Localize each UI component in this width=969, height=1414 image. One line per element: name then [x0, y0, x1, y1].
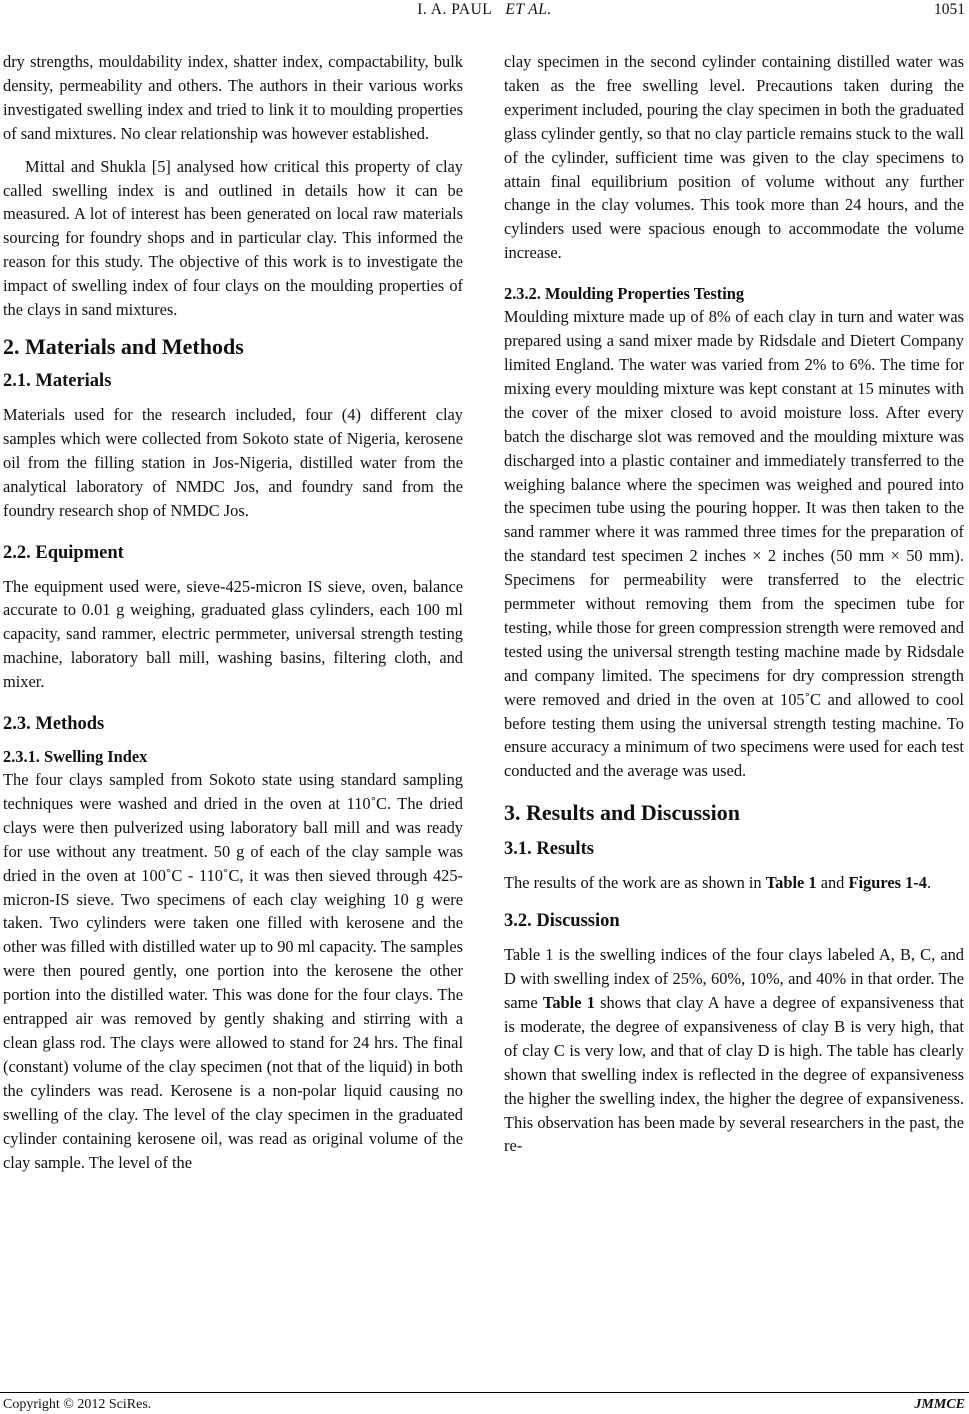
- paragraph-materials: Materials used for the research included, four (4) different clay samples which were collected from Sokoto state of Nigeria, kerosene oil from the filling station in Jos-Nigeria, distilled water from the analytical laboratory of NMDC Jos, and foundry sand from the foundry research shop of NMDC Jos.: [3, 404, 463, 520]
- subsection-heading-materials: 2.1. Materials: [3, 370, 112, 391]
- results-text-e: .: [926, 873, 932, 893]
- running-header: [0, 0, 969, 36]
- discussion-text-c: shows that clay A have a degree of expansiveness that is moderate, the degree of expansiveness of clay B is very high, that of clay C is very low, and that of clay D is high. The table has clearly shown that swelling index is reflected in the degree of expansiveness the higher the swelling index, the higher the degree of expansiveness. This observation has been made by several researchers in the past, the re-: [504, 993, 964, 1156]
- journal-name: JMMCE: [914, 1397, 965, 1412]
- subsection-heading-equipment: 2.2. Equipment: [3, 542, 124, 563]
- subsection-heading-results: 3.1. Results: [504, 839, 594, 860]
- subsection-heading-discussion: 3.2. Discussion: [504, 911, 620, 932]
- results-text-a: The results of the work are as shown in: [504, 873, 766, 893]
- table-1-link[interactable]: Table 1: [765, 873, 817, 893]
- page-footer: [0, 1392, 969, 1413]
- et-al: ET AL.: [505, 1, 552, 18]
- paragraph-swelling-index: The four clays sampled from Sokoto state using standard sampling techniques were washed and dried in the oven at 110˚C. The dried clays were then pulverized using laboratory ball mill and was ready for use without any treatment. 50 g of each of the clay sample was dried in the oven at 100˚C - 110˚C, it was then sieved through 425-micron-IS sieve. Two specimens of each clay weighing 10 g were taken. Two cylinders were taken one filled with kerosene and the other was filled with distilled water up to 90 ml capacity. The samples were then poured gently, one portion into the kerosene the other portion into the distilled water. This was done for the four clays. The entrapped air was removed by gently shaking and stirring with a clean glass rod. The clays were allowed to stand for 24 hrs. The final (constant) volume of the clay specimen (not that of the liquid) in both the cylinders was read. Kerosene is a non-polar liquid causing no swelling of the clay. The level of the clay specimen in the graduated cylinder containing kerosene oil, was read as original volume of the clay sample. The level of the: [3, 770, 463, 1172]
- subsection-heading-methods: 2.3. Methods: [3, 714, 105, 735]
- paragraph-intro-continued: dry strengths, mouldability index, shatter index, compactability, bulk density, permeability and others. The authors in their various works investigated swelling index and tried to link it to moulding properties of sand mixtures. No clear relationship was however established.: [3, 52, 463, 143]
- discussion-text-a: Table 1 is the swelling indices of the four clays labeled A, B, C, and D with swelling index of 25%, 60%, 10%, and 40% in that order. The same: [504, 945, 964, 1012]
- subsubsection-heading-swelling-index: 2.3.1. Swelling Index: [3, 747, 148, 767]
- paragraph-swelling-continued: clay specimen in the second cylinder containing distilled water was taken as the free swelling level. Precautions taken during the experiment included, pouring the clay specimen in both the graduated glass cylinder gently, so that no clay particle remains stuck to the wall of the cylinder, sufficient time was given to the clay specimens to attain final equilibrium position of volume without any further change in the clay volumes. This took more than 24 hours, and the cylinders used were spacious enough to accommodate the volume increase.: [504, 52, 964, 263]
- paragraph-results: [504, 871, 964, 895]
- page-number: 1051: [934, 1, 965, 18]
- paragraph-moulding: Moulding mixture made up of 8% of each clay in turn and water was prepared using a sand mixer made by Ridsdale and Dietert Company limited England. The water was varied from 2% to 6%. The time for mixing every moulding mixture was kept constant at 15 minutes with the cover of the mixer closed to avoid moisture loss. After every batch the discharge slot was removed and the moulding mixture was discharged into a plastic container and immediately transferred to the weighing balance where the specimen was weighed and poured into the specimen tube using the pouring hopper. It was then taken to the sand rammer where it was rammed three times for the preparation of the standard test specimen 2 inches × 2 inches (50 mm × 50 mm). Specimens for permeability were transferred to the electric permmeter without removing them from the specimen tube for testing, while those for green compression strength were removed and tested using the universal strength testing machine made by Ridsdale and company limited. The specimens for dry compression strength were removed and dried in the oven at 105˚C and allowed to cool before testing them using the universal strength testing machine. To ensure accuracy a minimum of two specimens were used for each test conducted and the average was used.: [504, 307, 964, 781]
- author-name: I. A. PAUL: [417, 1, 493, 18]
- copyright-notice: Copyright © 2012 SciRes.: [3, 1397, 152, 1412]
- paragraph-discussion: [504, 943, 964, 1158]
- figures-1-4-link[interactable]: Figures 1-4: [848, 873, 927, 893]
- table-1-link-discussion[interactable]: Table 1: [542, 993, 595, 1012]
- right-column: [504, 50, 964, 1158]
- left-column: [3, 50, 463, 1174]
- section-heading-materials-methods: 2. Materials and Methods: [3, 333, 244, 359]
- paragraph-equipment: The equipment used were, sieve-425-micron IS sieve, oven, balance accurate to 0.01 g weighing, graduated glass cylinders, each 100 ml capacity, sand rammer, electric permmeter, universal strength testing machine, laboratory ball mill, washing basins, filtering cloth, and mixer.: [3, 576, 463, 692]
- subsubsection-heading-moulding: 2.3.2. Moulding Properties Testing: [504, 284, 745, 304]
- paragraph-objective: Mittal and Shukla [5] analysed how critical this property of clay called swelling index is and outlined in details how it can be measured. A lot of interest has been generated on local raw materials sourcing for foundry shops and in particular clay. This informed the reason for this study. The objective of this work is to investigate the impact of swelling index of four clays on the moulding properties of the clays in sand mixtures.: [3, 156, 463, 320]
- results-text-c: and: [816, 873, 849, 893]
- section-heading-results-discussion: 3. Results and Discussion: [504, 800, 740, 826]
- running-head-authors: [0, 1, 969, 19]
